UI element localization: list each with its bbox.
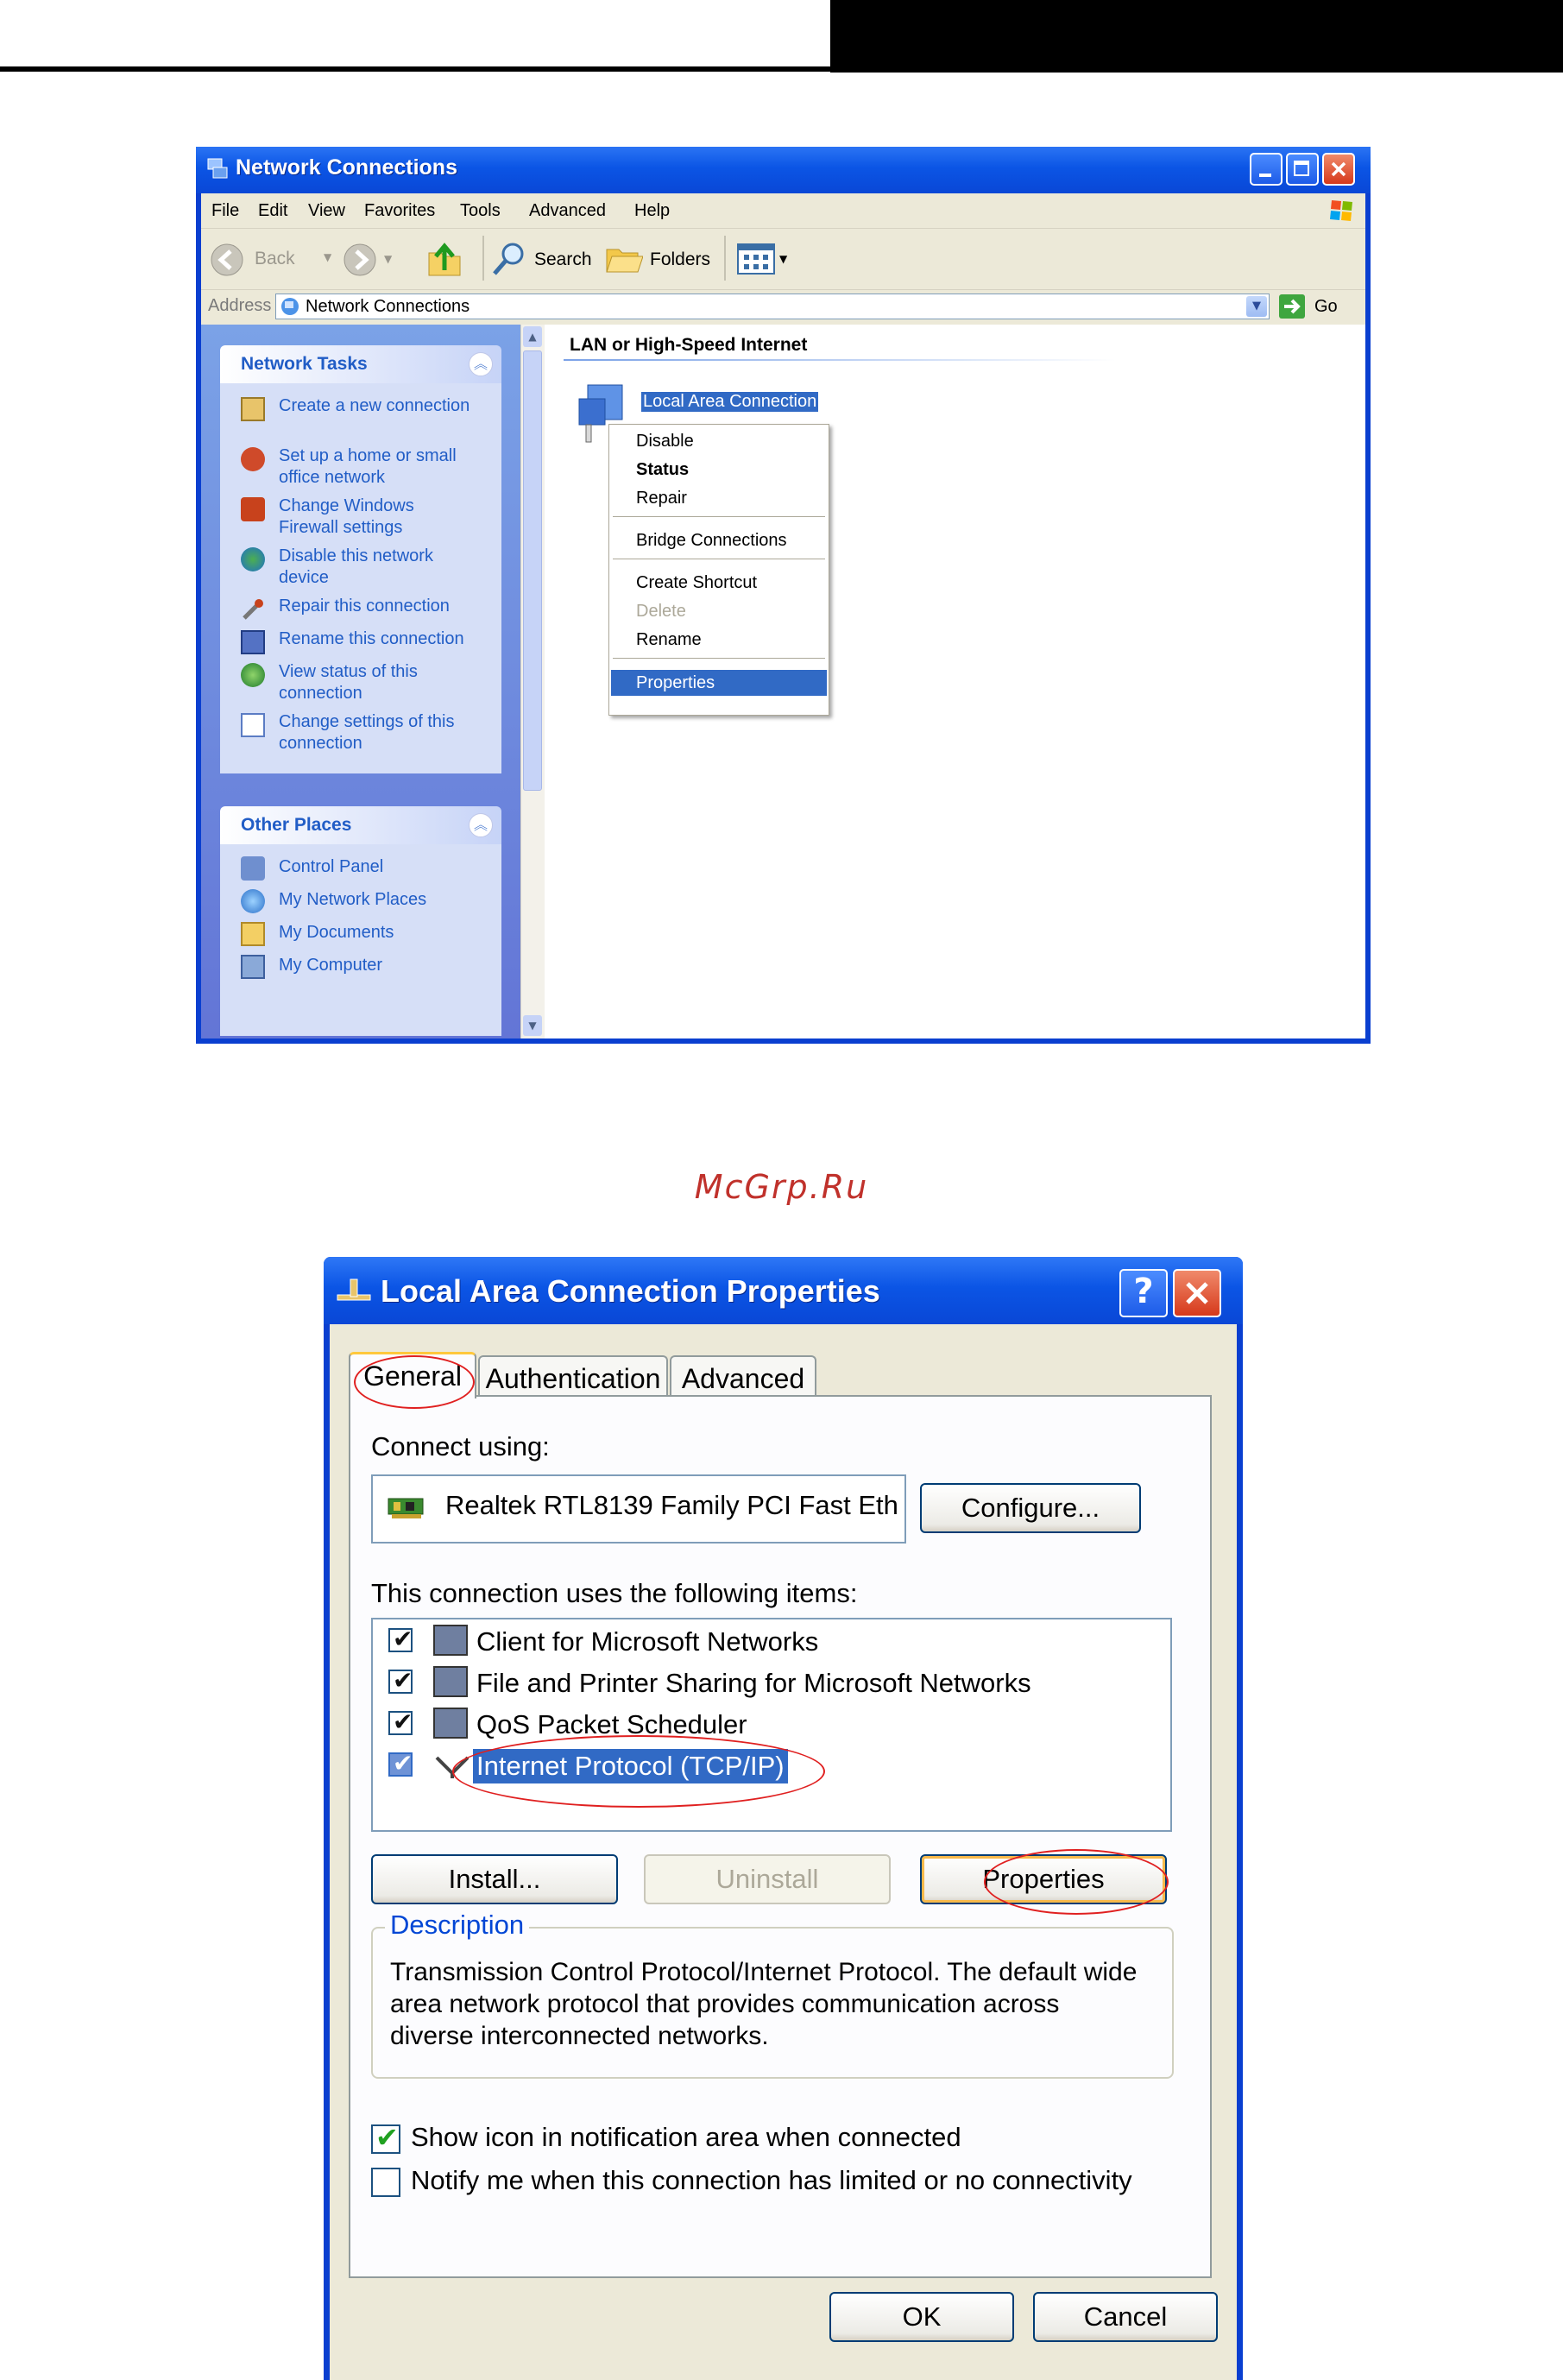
other-places-title: Other Places [241, 815, 352, 835]
rename-icon [241, 630, 265, 654]
checkbox-qos[interactable]: ✔ [388, 1711, 413, 1735]
connection-label[interactable]: Local Area Connection [643, 392, 817, 411]
vertical-scrollbar[interactable] [520, 325, 545, 1038]
close-icon [1183, 1279, 1211, 1307]
back-dropdown-icon: ▼ [324, 251, 332, 263]
menu-disable[interactable]: Disable [636, 432, 694, 451]
network-adapter-icon [387, 1495, 428, 1521]
menu-rename[interactable]: Rename [636, 630, 702, 649]
item-tcpip[interactable]: Internet Protocol (TCP/IP) [473, 1749, 788, 1783]
item-client[interactable]: Client for Microsoft Networks [476, 1626, 819, 1657]
my-computer-icon [241, 955, 265, 979]
close-button[interactable] [1173, 1269, 1221, 1317]
title-bar[interactable] [196, 147, 1371, 193]
network-places-icon [241, 889, 265, 913]
collapse-chevron-icon[interactable]: ︽ [469, 352, 493, 376]
tab-general[interactable]: General [349, 1352, 476, 1398]
new-connection-icon [241, 397, 265, 421]
task-rename[interactable]: Rename this connection [279, 629, 464, 648]
place-my-documents[interactable]: My Documents [279, 923, 394, 942]
collapse-chevron-icon[interactable]: ︽ [469, 813, 493, 837]
install-button[interactable]: Install... [371, 1854, 618, 1904]
properties-button[interactable]: Properties [920, 1854, 1167, 1904]
task-pane [201, 325, 520, 1038]
change-settings-icon [241, 713, 265, 737]
network-connections-icon [280, 296, 300, 317]
forward-dropdown-icon[interactable]: ▼ [384, 253, 393, 265]
configure-button[interactable]: Configure... [920, 1483, 1141, 1533]
menu-tools[interactable]: Tools [460, 201, 501, 220]
show-icon-label[interactable]: Show icon in notification area when connected [411, 2122, 961, 2152]
search-icon [491, 241, 527, 277]
watermark: McGrp.Ru [694, 1168, 869, 1206]
components-list[interactable] [371, 1618, 1172, 1832]
context-menu [608, 424, 829, 716]
highlight-ellipse-tcpip [452, 1735, 825, 1808]
close-icon [1329, 160, 1348, 179]
menu-status[interactable]: Status [636, 460, 690, 479]
control-panel-icon [241, 856, 265, 881]
description-label: Description [385, 1910, 529, 1941]
cancel-button[interactable]: Cancel [1033, 2292, 1218, 2342]
section-divider [564, 359, 1116, 361]
show-icon-checkbox[interactable]: ✔ [371, 2124, 400, 2154]
general-tab-panel [349, 1395, 1212, 2278]
adapter-field [371, 1474, 906, 1544]
minimize-button[interactable] [1250, 153, 1283, 186]
task-firewall[interactable]: Change Windows Firewall settings [279, 496, 414, 537]
close-button[interactable] [1322, 153, 1355, 186]
page-header-block [830, 0, 1563, 73]
task-change-settings[interactable]: Change settings of this connection [279, 712, 455, 753]
views-button[interactable] [736, 243, 791, 277]
notify-label[interactable]: Notify me when this connection has limited or no connectivity [411, 2165, 1132, 2195]
views-dropdown-icon: ▼ [779, 253, 788, 265]
client-icon [433, 1625, 468, 1656]
network-connection-icon [336, 1276, 372, 1305]
go-arrow-icon [1278, 294, 1306, 319]
dialog-title: Local Area Connection Properties [381, 1273, 880, 1309]
tab-authentication[interactable]: Authentication [478, 1355, 668, 1397]
dialog-title-bar[interactable] [324, 1257, 1243, 1324]
description-group [371, 1910, 1174, 2079]
item-qos[interactable]: QoS Packet Scheduler [476, 1709, 747, 1739]
folders-button[interactable] [605, 239, 717, 279]
menu-separator [613, 516, 825, 517]
network-tasks-header[interactable] [220, 345, 501, 383]
address-bar [201, 290, 1365, 323]
highlight-ellipse-properties [984, 1849, 1169, 1915]
menu-edit[interactable]: Edit [258, 201, 288, 220]
up-folder-button[interactable] [425, 241, 463, 279]
item-file-sharing[interactable]: File and Printer Sharing for Microsoft Networks [476, 1668, 1031, 1698]
task-home-network[interactable]: Set up a home or small office network [279, 446, 457, 487]
task-create-connection[interactable]: Create a new connection [279, 396, 470, 415]
content-area [201, 325, 1365, 1038]
menu-help[interactable]: Help [634, 201, 671, 220]
task-disable-device[interactable]: Disable this network device [279, 546, 433, 587]
menu-separator [613, 658, 825, 659]
firewall-icon [241, 497, 265, 521]
place-network-places[interactable]: My Network Places [279, 890, 427, 909]
network-connections-window [196, 147, 1371, 1044]
qos-icon [433, 1708, 468, 1739]
menu-file[interactable]: File [211, 201, 240, 220]
menu-favorites[interactable]: Favorites [364, 201, 436, 220]
other-places-header[interactable] [220, 806, 501, 844]
menu-properties[interactable]: Properties [611, 670, 827, 696]
go-button[interactable] [1278, 294, 1358, 319]
notify-checkbox[interactable] [371, 2168, 400, 2197]
menu-bridge[interactable]: Bridge Connections [636, 531, 787, 550]
address-value: Network Connections [306, 297, 470, 316]
back-button[interactable] [210, 241, 332, 279]
scroll-down-arrow-icon[interactable]: ▼ [523, 1015, 542, 1036]
menu-repair[interactable]: Repair [636, 489, 687, 508]
task-repair[interactable]: Repair this connection [279, 597, 450, 616]
place-my-computer[interactable]: My Computer [279, 956, 383, 975]
search-label: Search [534, 249, 592, 269]
connect-using-label: Connect using: [371, 1431, 550, 1461]
page-header-rule [0, 66, 830, 72]
description-text: Transmission Control Protocol/Internet Protocol. The default wide area network protocol that provides communication across diverse interconnected networks. [390, 1958, 1138, 2050]
window-body [201, 193, 1365, 1038]
checkbox-client[interactable]: ✔ [388, 1628, 413, 1652]
place-control-panel[interactable]: Control Panel [279, 857, 384, 876]
menu-advanced[interactable]: Advanced [529, 201, 606, 220]
dialog-body [330, 1324, 1237, 2380]
views-icon [736, 243, 778, 277]
back-label: Back [255, 249, 295, 268]
tab-advanced[interactable]: Advanced [670, 1355, 816, 1397]
network-tasks-panel [220, 383, 501, 773]
help-button[interactable]: ? [1119, 1269, 1168, 1317]
adapter-name: Realtek RTL8139 Family PCI Fast Eth [445, 1490, 898, 1520]
checkbox-tcpip[interactable]: ✔ [388, 1752, 413, 1777]
scroll-thumb[interactable] [523, 350, 542, 791]
file-sharing-icon [433, 1666, 468, 1697]
task-view-status[interactable]: View status of this connection [279, 662, 418, 703]
forward-button[interactable] [343, 243, 377, 277]
search-button[interactable] [491, 239, 612, 279]
window-title: Network Connections [236, 155, 457, 180]
menu-delete: Delete [636, 602, 686, 621]
my-documents-icon [241, 922, 265, 946]
address-input[interactable] [275, 294, 1270, 319]
folders-icon [605, 243, 643, 275]
windows-logo-icon [1325, 197, 1359, 224]
lac-properties-dialog [324, 1257, 1243, 2380]
maximize-button[interactable] [1286, 153, 1319, 186]
repair-icon [241, 597, 265, 622]
toolbar [201, 229, 1365, 290]
menu-view[interactable]: View [308, 201, 345, 220]
disable-device-icon [241, 547, 265, 571]
items-label: This connection uses the following items: [371, 1578, 858, 1608]
scroll-up-arrow-icon[interactable]: ▲ [523, 326, 542, 347]
menu-create-shortcut[interactable]: Create Shortcut [636, 573, 758, 592]
section-header: LAN or High-Speed Internet [570, 335, 808, 355]
view-status-icon [241, 663, 265, 687]
ok-button[interactable]: OK [829, 2292, 1014, 2342]
menu-bar [201, 193, 1365, 229]
other-places-panel [220, 844, 501, 1036]
checkbox-file-sharing[interactable]: ✔ [388, 1670, 413, 1694]
go-label: Go [1314, 297, 1338, 316]
address-label: Address [208, 296, 272, 315]
network-tasks-title: Network Tasks [241, 354, 368, 374]
network-connections-icon [205, 155, 230, 181]
address-dropdown-button[interactable]: ▼ [1246, 296, 1267, 317]
home-network-icon [241, 447, 265, 471]
uninstall-button: Uninstall [644, 1854, 891, 1904]
folders-label: Folders [650, 249, 711, 269]
highlight-ellipse-general [354, 1355, 475, 1409]
back-arrow-icon [210, 243, 244, 277]
